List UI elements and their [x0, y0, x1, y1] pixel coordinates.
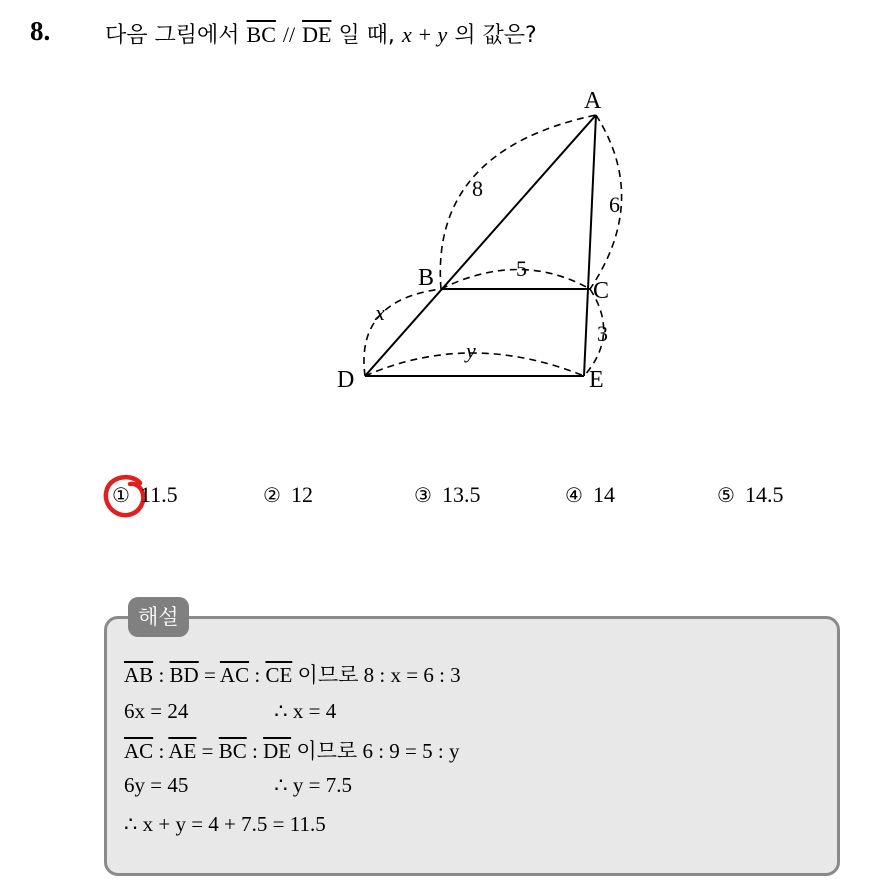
question-text-part1: 다음 그림에서 — [105, 23, 240, 48]
seg-ac: $\overline{AC}$ — [124, 739, 154, 763]
choice-3-value: 13.5 — [441, 482, 481, 507]
answer-choices — [0, 482, 884, 514]
parallel-symbol: // — [282, 22, 296, 47]
length-ac-label: 6 — [609, 192, 620, 217]
length-bd-label: x — [375, 300, 385, 325]
choice-5-value: 14.5 — [744, 482, 784, 507]
choice-1[interactable] — [112, 482, 178, 508]
therefore-symbol: ∴ — [274, 773, 288, 797]
segment-bc: $\overline{BC}$ — [246, 22, 276, 47]
question-number: 8. — [30, 16, 51, 46]
choice-3-mark: ③ — [414, 483, 432, 507]
point-b-label: B — [418, 265, 435, 291]
seg-ab: $\overline{AB}$ — [124, 663, 154, 687]
question-expression: x + y — [401, 22, 448, 47]
therefore-symbol: ∴ — [274, 699, 288, 723]
point-a-label: A — [584, 88, 602, 114]
line-ad — [365, 115, 596, 376]
equals: = — [203, 663, 216, 687]
length-bc-label: 5 — [516, 256, 527, 281]
length-de-label: y — [466, 338, 476, 363]
equals: = — [201, 739, 214, 763]
length-ab-label: 8 — [472, 176, 483, 201]
equation-2: 6x = 24 — [124, 699, 189, 723]
choice-3[interactable] — [414, 482, 480, 508]
seg-bc: $\overline{BC}$ — [218, 739, 247, 763]
choice-4[interactable] — [565, 482, 615, 508]
seg-ae: $\overline{AE}$ — [168, 739, 197, 763]
solution-line-2 — [124, 699, 336, 724]
colon: : — [158, 739, 165, 763]
therefore-symbol: ∴ — [124, 812, 138, 836]
word-imeuro: 이므로 — [297, 663, 359, 687]
point-c-label: C — [593, 278, 610, 304]
point-e-label: E — [589, 367, 604, 393]
result-4: y = 7.5 — [292, 773, 352, 797]
choice-5-mark: ⑤ — [717, 483, 735, 507]
choice-2-value: 12 — [290, 482, 313, 507]
choice-1-mark: ① — [112, 483, 130, 507]
colon: : — [254, 663, 261, 687]
ratio-1: 8 : x = 6 : 3 — [363, 663, 461, 687]
line-ae — [584, 115, 596, 376]
question-text-part3: 의 값은? — [454, 23, 537, 48]
geometry-figure — [330, 80, 650, 400]
equation-4: 6y = 45 — [124, 773, 189, 797]
seg-ce: $\overline{CE}$ — [265, 663, 293, 687]
choice-4-value: 14 — [592, 482, 615, 507]
word-imeuro: 이므로 — [296, 739, 358, 763]
length-ce-label: 3 — [597, 321, 608, 346]
question-text-part2: 일 때, — [338, 23, 395, 48]
solution-line-1 — [124, 659, 461, 689]
seg-bd: $\overline{BD}$ — [169, 663, 199, 687]
choice-1-value: 11.5 — [139, 482, 178, 507]
solution-tag: 해설 — [128, 597, 189, 637]
result-5: x + y = 4 + 7.5 = 11.5 — [142, 812, 326, 836]
ratio-3: 6 : 9 = 5 : y — [362, 739, 460, 763]
seg-ac: $\overline{AC}$ — [219, 663, 250, 687]
solution-line-3 — [124, 735, 459, 765]
point-d-label: D — [337, 367, 355, 393]
solution-line-4 — [124, 773, 352, 798]
result-2: x = 4 — [292, 699, 337, 723]
question-text — [105, 18, 537, 49]
choice-2[interactable] — [263, 482, 313, 508]
choice-4-mark: ④ — [565, 483, 583, 507]
seg-de: $\overline{DE}$ — [263, 739, 292, 763]
choice-2-mark: ② — [263, 483, 281, 507]
solution-line-5 — [124, 812, 326, 837]
colon: : — [158, 663, 165, 687]
choice-5[interactable] — [717, 482, 783, 508]
segment-de: $\overline{DE}$ — [302, 22, 332, 47]
colon: : — [251, 739, 258, 763]
